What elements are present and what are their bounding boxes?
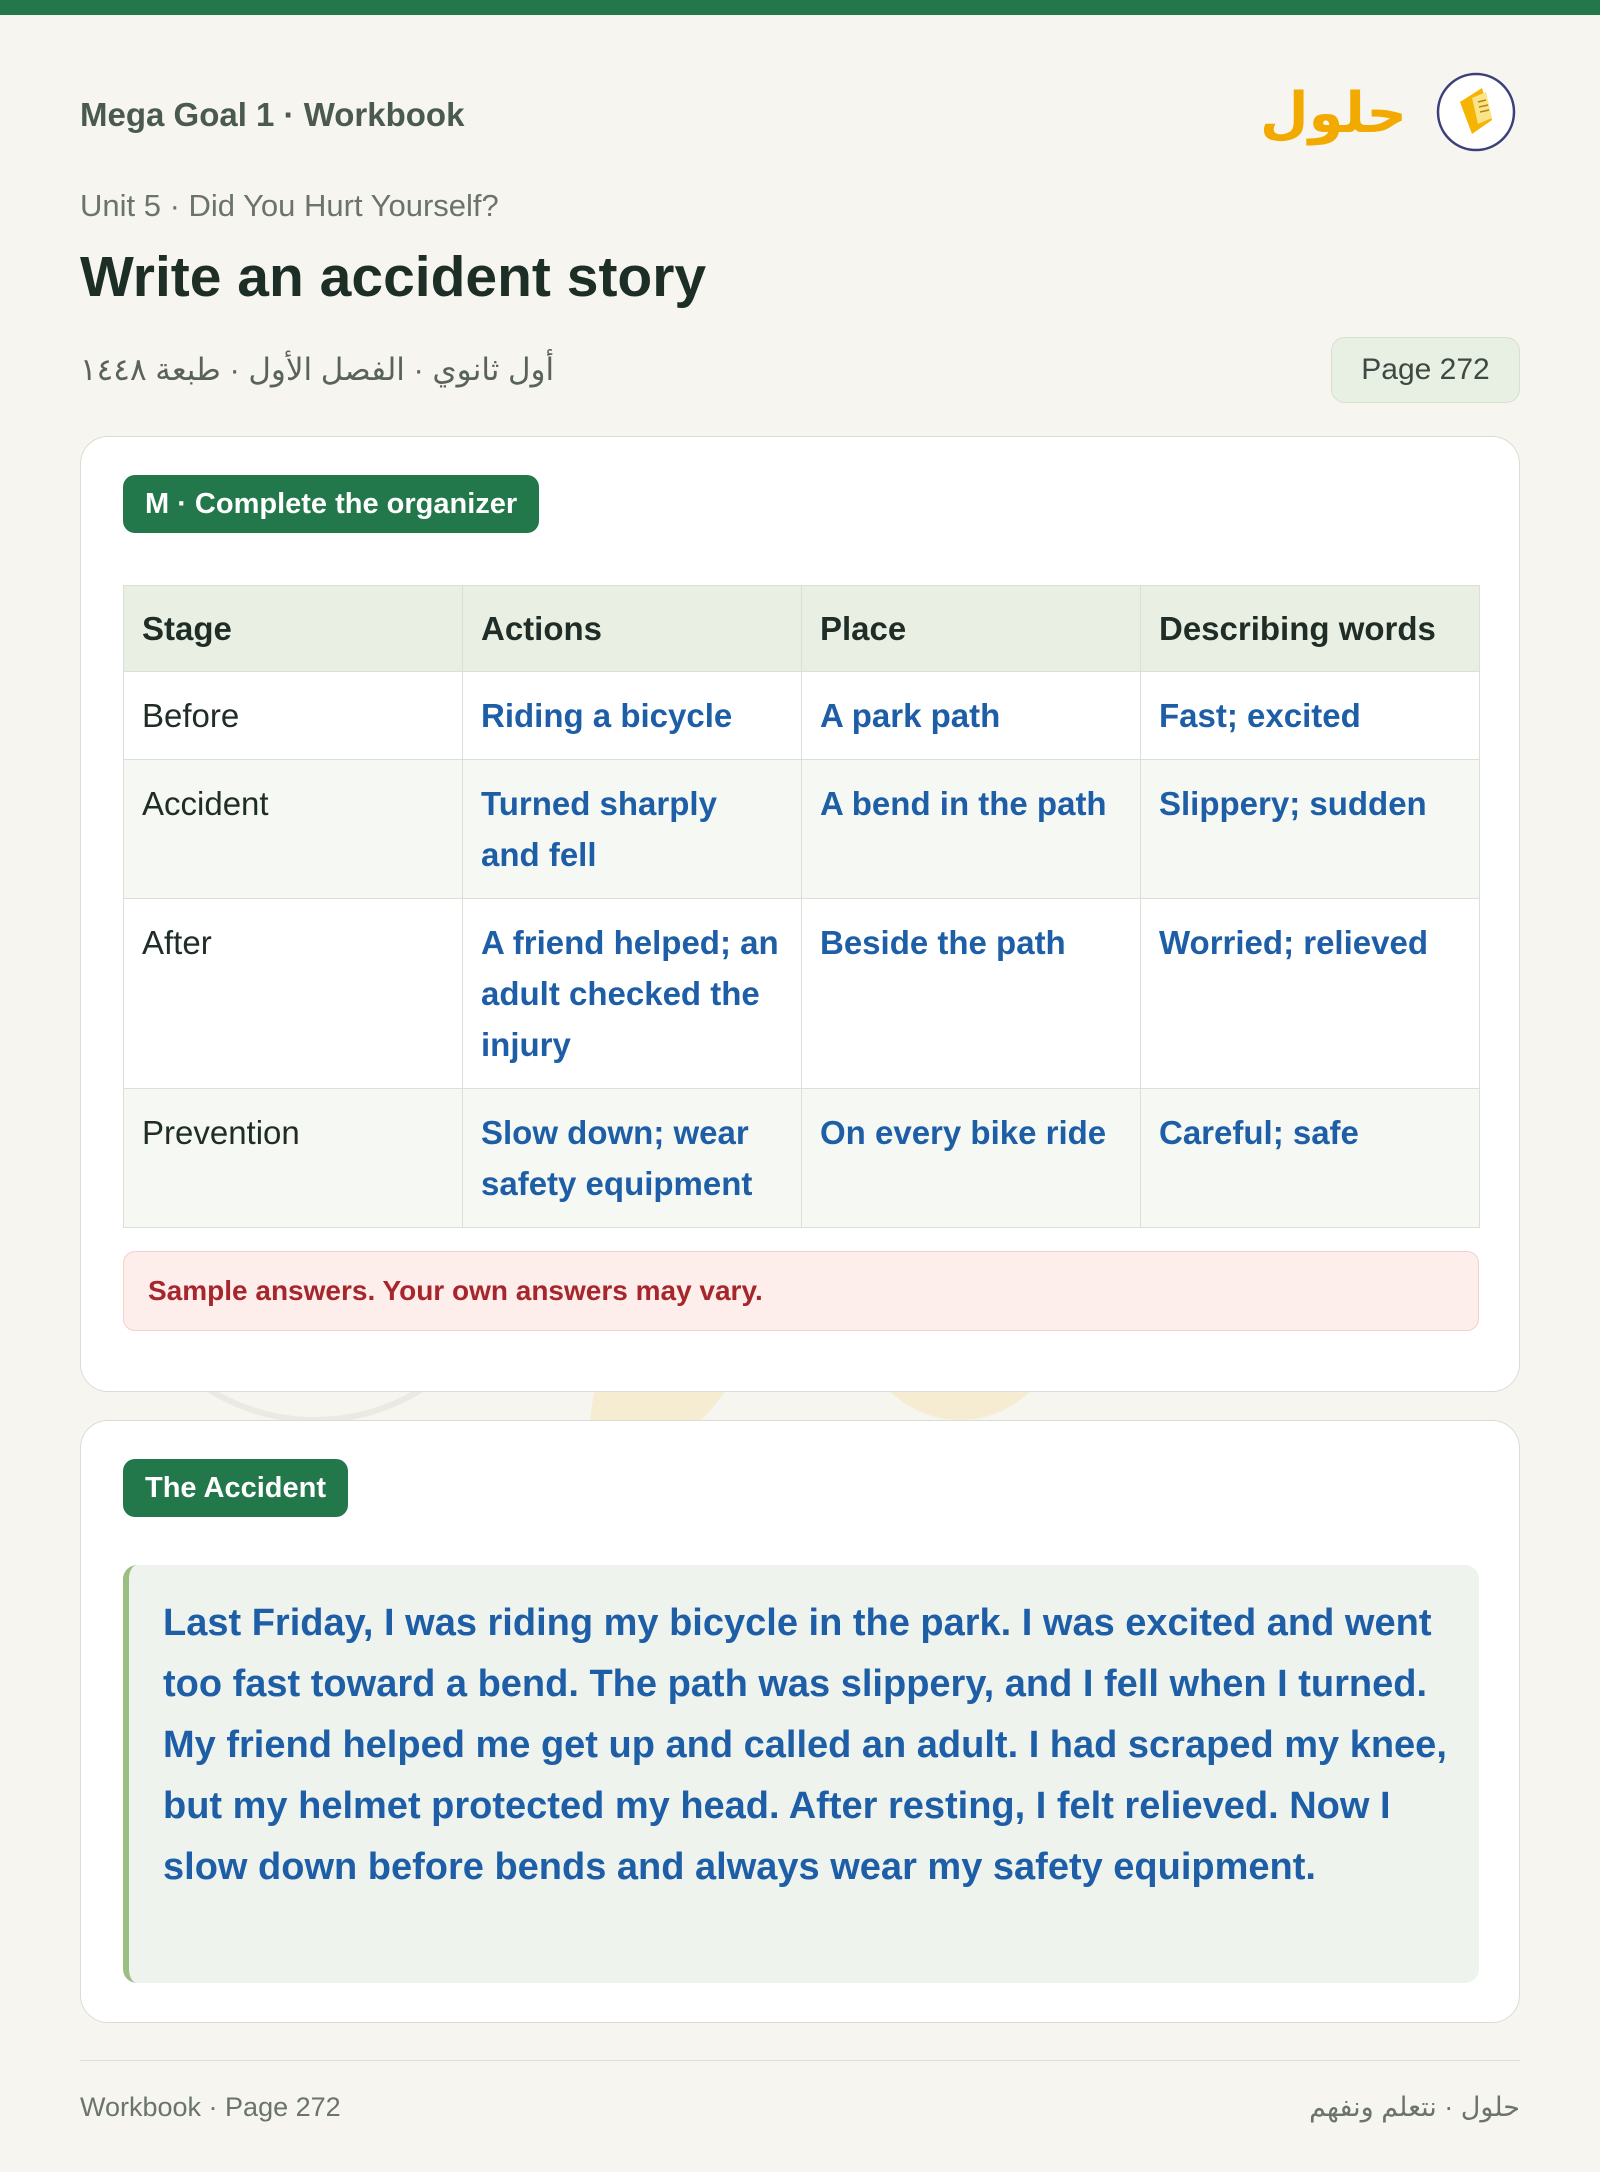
column-header-describing-words: Describing words <box>1141 586 1480 672</box>
describing-words-cell: Slippery; sudden <box>1141 760 1480 899</box>
column-header-actions: Actions <box>463 586 802 672</box>
actions-cell: Riding a bicycle <box>463 672 802 760</box>
footer-divider <box>80 2060 1520 2061</box>
place-cell: On every bike ride <box>802 1089 1141 1228</box>
column-header-stage: Stage <box>124 586 463 672</box>
actions-cell: Slow down; wear safety equipment <box>463 1089 802 1228</box>
organizer-table <box>123 585 1480 1228</box>
stage-cell: Prevention <box>124 1089 463 1228</box>
hulul-logo <box>1260 62 1520 162</box>
book-title: Mega Goal 1 · Workbook <box>80 96 465 133</box>
table-row <box>124 1089 1480 1228</box>
footer-page-label: Workbook · Page 272 <box>80 2092 341 2122</box>
table-header-row <box>124 586 1480 672</box>
describing-words-cell: Fast; excited <box>1141 672 1480 760</box>
unit-subtitle: Unit 5 · Did You Hurt Yourself? <box>80 188 499 223</box>
footer-brand-tagline: حلول · نتعلم ونفهم <box>1309 2092 1520 2122</box>
place-cell: A bend in the path <box>802 760 1141 899</box>
story-paragraph: Last Friday, I was riding my bicycle in the park. I was excited and went too fast toward a bend. The path was slippery, and I fell when I turned. My friend helped me get up and called an adult. I had scraped my knee, but my helmet protected my head. After resting, I felt relieved. Now I slow down before bends and always wear my safety equipment. <box>123 1565 1479 1983</box>
actions-cell: Turned sharply and fell <box>463 760 802 899</box>
stage-cell: After <box>124 899 463 1089</box>
column-header-place: Place <box>802 586 1141 672</box>
table-row <box>124 899 1480 1089</box>
page-number-badge: Page 272 <box>1331 337 1520 403</box>
actions-cell: A friend helped; an adult checked the injury <box>463 899 802 1089</box>
page-header <box>80 0 1520 420</box>
accident-badge: The Accident <box>123 1459 348 1517</box>
table-row <box>124 760 1480 899</box>
grade-semester-meta: أول ثانوي · الفصل الأول · طبعة ١٤٤٨ <box>80 352 555 387</box>
logo-wordmark: حلول <box>1260 81 1407 146</box>
place-cell: A park path <box>802 672 1141 760</box>
organizer-card <box>80 436 1520 1392</box>
table-row <box>124 672 1480 760</box>
accident-story-card <box>80 1420 1520 2023</box>
sample-answers-note: Sample answers. Your own answers may vary. <box>123 1251 1479 1331</box>
place-cell: Beside the path <box>802 899 1141 1089</box>
describing-words-cell: Worried; relieved <box>1141 899 1480 1089</box>
stage-cell: Before <box>124 672 463 760</box>
describing-words-cell: Careful; safe <box>1141 1089 1480 1228</box>
stage-cell: Accident <box>124 760 463 899</box>
page-title: Write an accident story <box>80 245 707 309</box>
organizer-badge: M · Complete the organizer <box>123 475 539 533</box>
